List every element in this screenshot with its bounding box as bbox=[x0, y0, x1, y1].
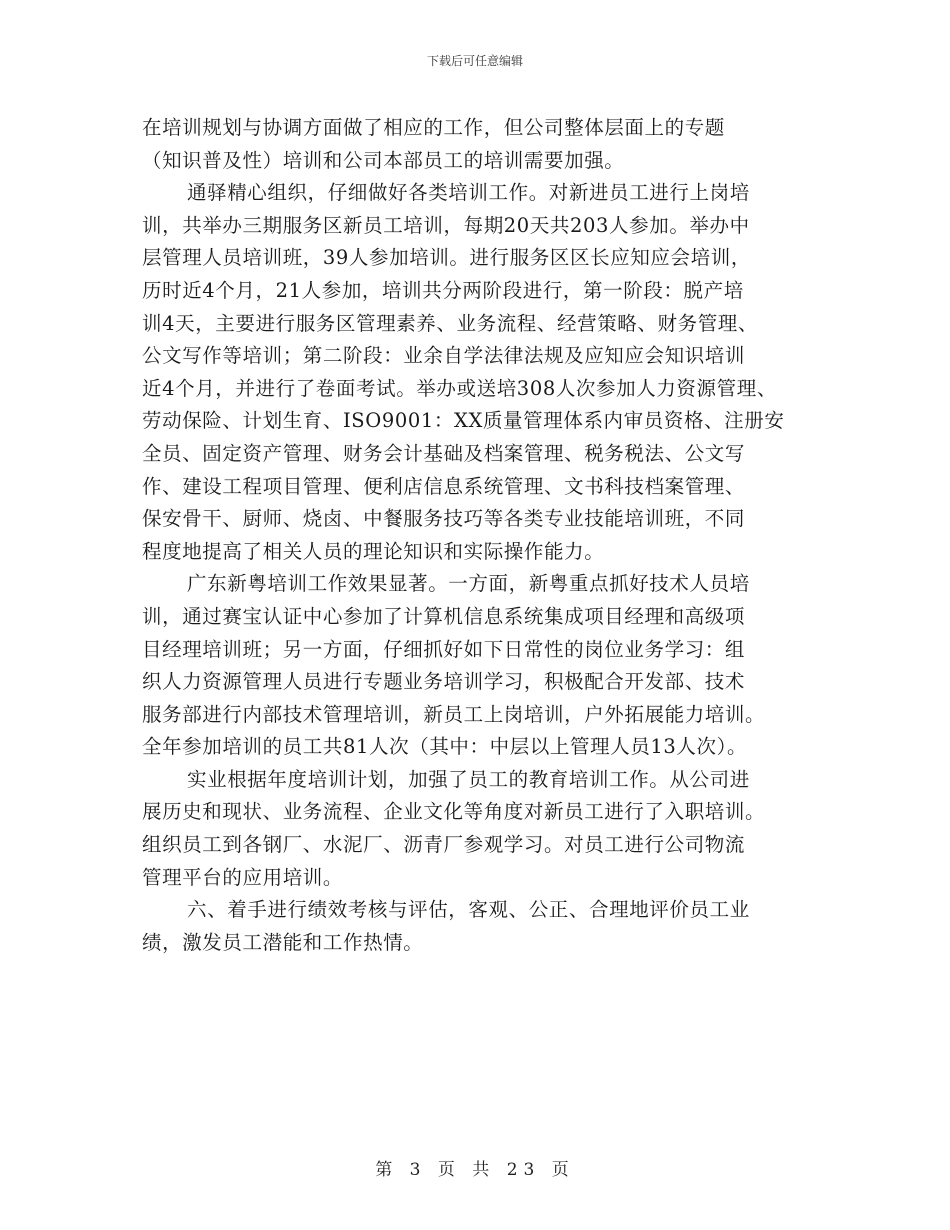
text-line: 公文写作等培训；第二阶段：业余自学法律法规及应知应会知识培训 bbox=[142, 344, 746, 368]
text-line: 程度地提高了相关人员的理论知识和实际操作能力。 bbox=[142, 539, 605, 563]
text-line: 实业根据年度培训计划，加强了员工的教育培训工作。从公司进 bbox=[187, 767, 750, 791]
text-line: 通驿精心组织，仔细做好各类培训工作。对新进员工进行上岗培 bbox=[187, 181, 750, 205]
text-line: 全员、固定资产管理、财务会计基础及档案管理、税务税法、公文写 bbox=[142, 441, 746, 465]
page-header: 下载后可任意编辑 bbox=[426, 54, 523, 68]
text-line: 服务部进行内部技术管理培训，新员工上岗培训，户外拓展能力培训。 bbox=[142, 702, 766, 726]
text-line: 目经理培训班；另一方面，仔细抓好如下日常性的岗位业务学习：组 bbox=[142, 637, 746, 661]
text-line: 劳动保险、计划生育、ISO9001：XX质量管理体系内审员资格、注册安 bbox=[142, 409, 785, 433]
text-line: 训4天，主要进行服务区管理素养、业务流程、经营策略、财务管理、 bbox=[142, 311, 759, 335]
text-line: 训，共举办三期服务区新员工培训，每期20天共203人参加。举办中 bbox=[142, 213, 750, 237]
page-footer: 第 3 页 共 23 页 bbox=[375, 1160, 575, 1180]
text-line: 广东新粤培训工作效果显著。一方面，新粤重点抓好技术人员培 bbox=[187, 572, 750, 596]
text-line: 历时近4个月，21人参加，培训共分两阶段进行，第一阶段：脱产培 bbox=[142, 278, 744, 302]
text-line: 织人力资源管理人员进行专题业务培训学习，积极配合开发部、技术 bbox=[142, 670, 746, 694]
text-line: 管理平台的应用培训。 bbox=[142, 865, 344, 889]
text-line: 在培训规划与协调方面做了相应的工作，但公司整体层面上的专题 bbox=[142, 116, 725, 139]
text-line: 近4个月，并进行了卷面考试。举办或送培308人次参加人力资源管理、 bbox=[142, 376, 777, 400]
text-line: 六、着手进行绩效考核与评估，客观、公正、合理地评价员工业 bbox=[187, 898, 750, 922]
text-line: 训，通过赛宝认证中心参加了计算机信息系统集成项目经理和高级项 bbox=[142, 604, 746, 628]
text-line: 层管理人员培训班，39人参加培训。进行服务区区长应知应会培训， bbox=[142, 246, 751, 270]
text-line: （知识普及性）培训和公司本部员工的培训需要加强。 bbox=[142, 148, 625, 172]
text-line: 全年参加培训的员工共81人次（其中：中层以上管理人员13人次）。 bbox=[142, 735, 748, 759]
text-line: 绩，激发员工潜能和工作热情。 bbox=[142, 930, 424, 954]
text-line: 展历史和现状、业务流程、企业文化等角度对新员工进行了入职培训。 bbox=[142, 800, 766, 824]
document-body bbox=[142, 112, 832, 959]
text-line: 组织员工到各钢厂、水泥厂、沥青厂参观学习。对员工进行公司物流 bbox=[142, 833, 746, 857]
text-line: 保安骨干、厨师、烧卤、中餐服务技巧等各类专业技能培训班，不同 bbox=[142, 507, 746, 531]
text-line: 作、建设工程项目管理、便利店信息系统管理、文书科技档案管理、 bbox=[142, 474, 746, 498]
